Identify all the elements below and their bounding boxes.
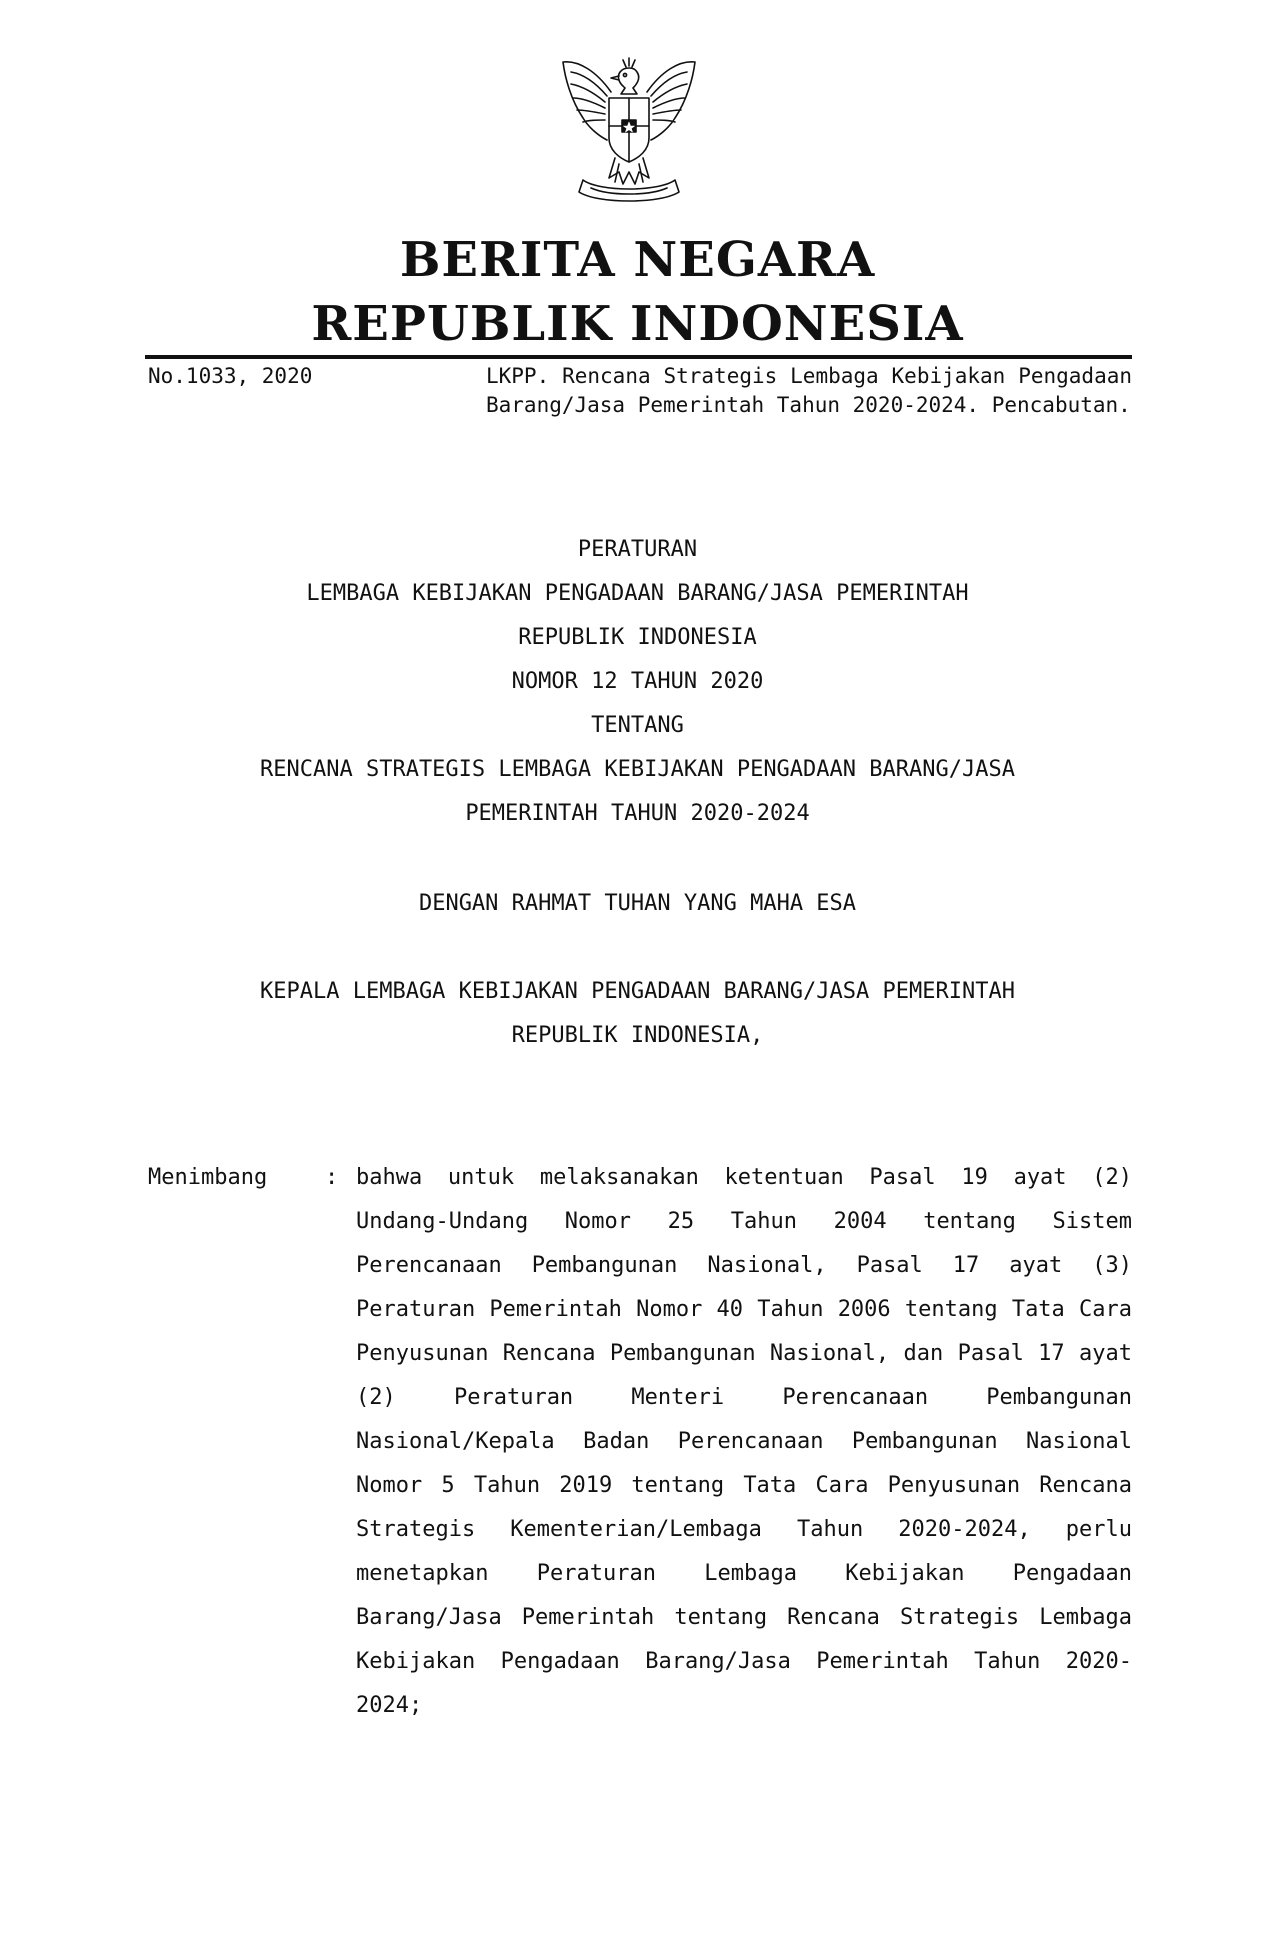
official-title-line2: REPUBLIK INDONESIA, [511, 1023, 764, 1048]
garuda-emblem-icon [549, 52, 709, 212]
invocation: DENGAN RAHMAT TUHAN YANG MAHA ESA [418, 891, 857, 916]
masthead-title: BERITA NEGARA [399, 232, 876, 288]
regulation-about: TENTANG [591, 713, 684, 738]
regulation-type: PERATURAN [577, 537, 698, 562]
official-title-line1: KEPALA LEMBAGA KEBIJAKAN PENGADAAN BARANG/JASA PEMERINTAH [260, 979, 1015, 1004]
considering-separator: : [325, 1165, 339, 1190]
regulation-issuer: LEMBAGA KEBIJAKAN PENGADAAN BARANG/JASA PEMERINTAH [306, 581, 969, 606]
gazette-number: No.1033, 2020 [148, 364, 313, 388]
masthead-divider [145, 355, 1132, 359]
regulation-title-line2: PEMERINTAH TAHUN 2020-2024 [465, 801, 810, 826]
considering-text: bahwa untuk melaksanakan ketentuan Pasal 19 ayat (2) Undang-Undang Nomor 25 Tahun 2004 tentang Sistem Perencanaan Pembangunan Nasional, Pasal 17 ayat (3) Peraturan Pemerintah Nomor 40 Tahun 2006 tentang Tata Cara Penyusunan Rencana Pembangunan Nasional, dan Pasal 17 ayat (2) Peraturan Menteri Perencanaan Pembangunan Nasional/Kepala Badan Perencanaan Pembangunan Nasional Nomor 5 Tahun 2019 tentang Tata Cara Penyusunan Rencana Strategis Kementerian/Lembaga Tahun 2020-2024, perlu menetapkan Peraturan Lembaga Kebijakan Pengadaan Barang/Jasa Pemerintah tentang Rencana Strategis Lembaga Kebijakan Pengadaan Barang/Jasa Pemerintah Tahun 2020-2024; [356, 1165, 1132, 1718]
regulation-issuer-country: REPUBLIK INDONESIA [518, 625, 757, 650]
gazette-subject: LKPP. Rencana Strategis Lembaga Kebijakan Pengadaan Barang/Jasa Pemerintah Tahun 2020-2024. Pencabutan. [486, 364, 1132, 417]
regulation-number: NOMOR 12 TAHUN 2020 [511, 669, 764, 694]
considering-label: Menimbang [148, 1165, 268, 1190]
regulation-title-line1: RENCANA STRATEGIS LEMBAGA KEBIJAKAN PENGADAAN BARANG/JASA [260, 757, 1015, 782]
masthead-subtitle: REPUBLIK INDONESIA [311, 296, 964, 352]
